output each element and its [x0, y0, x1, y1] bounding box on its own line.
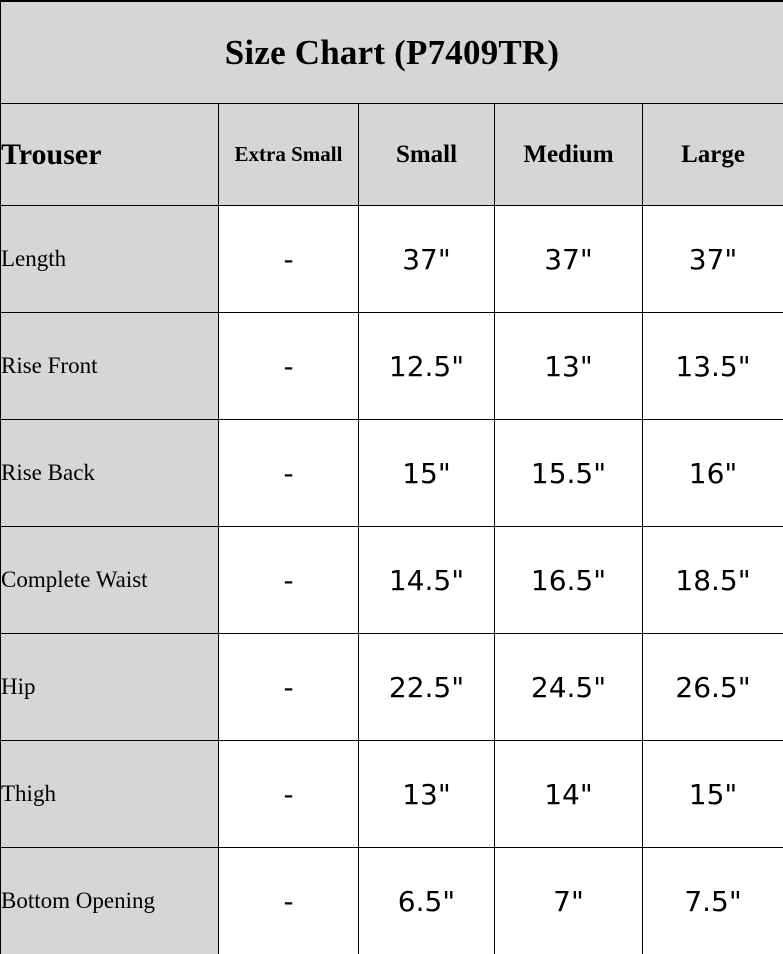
- row-label-complete-waist: Complete Waist: [1, 527, 219, 634]
- cell-bottom-opening-large: 7.5": [643, 848, 783, 954]
- cell-complete-waist-large: 18.5": [643, 527, 783, 634]
- cell-bottom-opening-medium: 7": [495, 848, 643, 954]
- cell-rise-back-extra-small: -: [219, 420, 359, 527]
- column-header-trouser: Trouser: [1, 104, 219, 206]
- row-label-length: Length: [1, 206, 219, 313]
- row-label-hip: Hip: [1, 634, 219, 741]
- table-row: [1, 206, 783, 313]
- cell-thigh-small: 13": [359, 741, 495, 848]
- cell-complete-waist-extra-small: -: [219, 527, 359, 634]
- cell-rise-front-large: 13.5": [643, 313, 783, 420]
- cell-complete-waist-small: 14.5": [359, 527, 495, 634]
- column-header-large: Large: [643, 104, 783, 206]
- table-row: [1, 420, 783, 527]
- title-row: [1, 2, 783, 104]
- cell-rise-back-large: 16": [643, 420, 783, 527]
- cell-length-extra-small: -: [219, 206, 359, 313]
- column-header-small: Small: [359, 104, 495, 206]
- cell-hip-small: 22.5": [359, 634, 495, 741]
- chart-title: Size Chart (P7409TR): [1, 2, 783, 104]
- header-row: [1, 104, 783, 206]
- cell-rise-front-medium: 13": [495, 313, 643, 420]
- cell-thigh-large: 15": [643, 741, 783, 848]
- row-label-rise-front: Rise Front: [1, 313, 219, 420]
- row-label-thigh: Thigh: [1, 741, 219, 848]
- cell-length-large: 37": [643, 206, 783, 313]
- column-header-extra-small: Extra Small: [219, 104, 359, 206]
- cell-thigh-extra-small: -: [219, 741, 359, 848]
- cell-rise-back-small: 15": [359, 420, 495, 527]
- cell-rise-front-small: 12.5": [359, 313, 495, 420]
- column-header-medium: Medium: [495, 104, 643, 206]
- cell-length-medium: 37": [495, 206, 643, 313]
- cell-complete-waist-medium: 16.5": [495, 527, 643, 634]
- table-row: [1, 634, 783, 741]
- cell-thigh-medium: 14": [495, 741, 643, 848]
- cell-hip-large: 26.5": [643, 634, 783, 741]
- table-row: [1, 313, 783, 420]
- cell-rise-back-medium: 15.5": [495, 420, 643, 527]
- size-chart-table: [0, 1, 783, 954]
- row-label-bottom-opening: Bottom Opening: [1, 848, 219, 954]
- cell-bottom-opening-extra-small: -: [219, 848, 359, 954]
- table-row: [1, 527, 783, 634]
- cell-rise-front-extra-small: -: [219, 313, 359, 420]
- cell-hip-medium: 24.5": [495, 634, 643, 741]
- table-row: [1, 741, 783, 848]
- cell-bottom-opening-small: 6.5": [359, 848, 495, 954]
- row-label-rise-back: Rise Back: [1, 420, 219, 527]
- table-row: [1, 848, 783, 954]
- cell-hip-extra-small: -: [219, 634, 359, 741]
- cell-length-small: 37": [359, 206, 495, 313]
